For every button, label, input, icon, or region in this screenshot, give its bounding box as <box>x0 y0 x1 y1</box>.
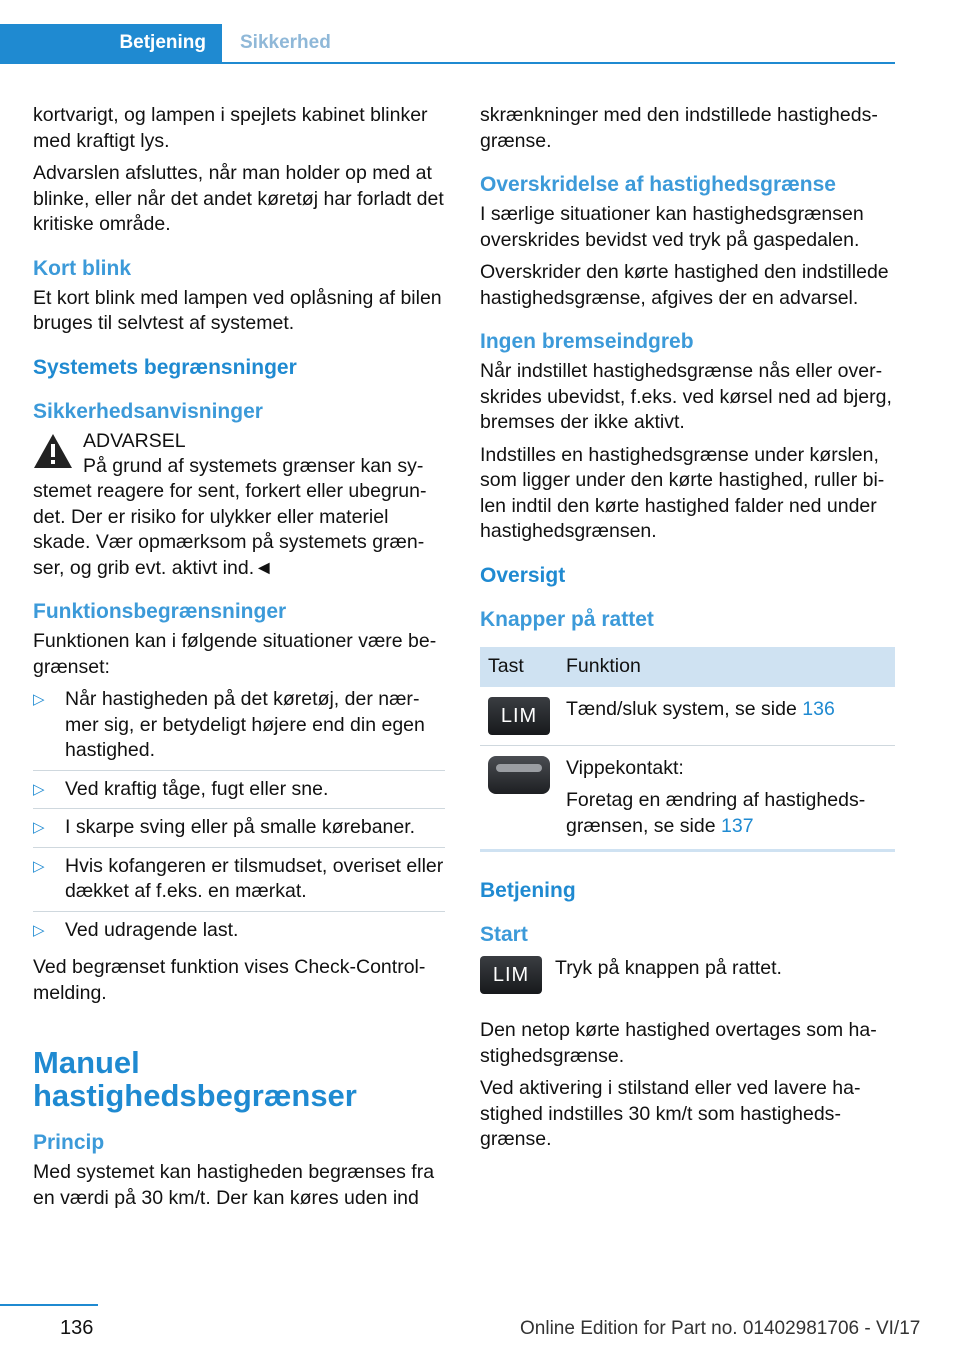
list-item-text: Når hastigheden på det køretøj, der nærmer sig, er betydeligt højere end din egen hastighed. <box>65 688 425 761</box>
heading-systemets-begraensninger: Systemets begrænsninger <box>33 355 297 379</box>
heading-manuel-hastighedsbegraenser: Manuel hastighedsbegrænser <box>33 1045 357 1113</box>
paragraph: Ved begrænset funktion vises Check-Control-melding. <box>33 956 426 1004</box>
warning-title: ADVARSEL <box>83 429 186 452</box>
lim-button-icon: LIM <box>488 697 550 735</box>
paragraph: Advarslen afsluttes, når man holder op med at blinke, eller når det andet køretøj har forladt det kritiske område. <box>33 162 444 235</box>
warning-text: På grund af systemets grænser kan systemet reagere for sent, forkert eller ubegrundet. Der er risiko for ulykker eller materiel skade. Vær opmærksom på systemets grænser, og grib evt. aktivt ind.◄ <box>33 454 427 579</box>
list-item <box>33 687 445 771</box>
heading-princip: Princip <box>33 1131 105 1154</box>
page-number: 136 <box>60 1317 94 1339</box>
paragraph: Med systemet kan hastigheden begrænses fra en værdi på 30 km/t. Der kan køres uden ind <box>33 1161 435 1209</box>
list-item-text: Ved kraftig tåge, fugt eller sne. <box>65 777 329 800</box>
start-instruction <box>480 956 895 1000</box>
heading-overskridelse: Overskridelse af hastighedsgrænse <box>480 173 836 196</box>
left-column <box>33 103 445 1218</box>
table-cell <box>480 745 558 851</box>
right-column <box>480 103 895 1160</box>
triangle-bullet-icon: ▷ <box>33 857 45 875</box>
page-link-137[interactable]: 137 <box>721 814 754 837</box>
table-cell <box>480 687 558 746</box>
table-row <box>480 687 895 746</box>
triangle-bullet-icon: ▷ <box>33 819 45 836</box>
paragraph: Et kort blink med lampen ved oplåsning af bilen bruges til selvtest af systemet. <box>33 286 442 334</box>
heading-betjening: Betjening <box>480 879 576 902</box>
tab-betjening[interactable]: Betjening <box>0 24 222 62</box>
column-header-funktion: Funktion <box>558 647 895 687</box>
tab-sikkerhed[interactable]: Sikkerhed <box>240 32 331 53</box>
list-item <box>33 854 445 912</box>
paragraph: Når indstillet hastighedsgrænse nås eller overskrides ubevidst, f.eks. ved kørsel ned ad bjerg, bremses der ikke aktivt. <box>480 360 892 433</box>
heading-funktionsbegraensninger: Funktionsbegrænsninger <box>33 600 287 623</box>
heading-ingen-bremseindgreb: Ingen bremseindgreb <box>480 330 694 353</box>
triangle-bullet-icon: ▷ <box>33 780 45 798</box>
list-item-text: Ved udragende last. <box>65 918 239 941</box>
list-item <box>33 918 445 950</box>
heading-knapper-paa-rattet: Knapper på rattet <box>480 607 654 631</box>
table-row <box>480 745 895 851</box>
cell-text: Tænd/sluk system, se side <box>566 697 803 720</box>
heading-oversigt: Oversigt <box>480 563 566 587</box>
cell-text: Foretag en ændring af hastighedsgrænsen, se side <box>566 789 866 837</box>
paragraph: Funktionen kan i følgende situationer være begrænset: <box>33 630 437 678</box>
paragraph: Den netop kørte hastighed overtages som hastighedsgrænse. <box>480 1019 877 1067</box>
paragraph: Overskrider den kørte hastighed den indstillede hastighedsgrænse, afgives der en advarsel. <box>480 261 889 309</box>
section-tabbar <box>0 24 895 64</box>
edition-note: Online Edition for Part no. 01402981706 - VI/17 <box>520 1318 921 1339</box>
limitations-list <box>33 687 445 949</box>
table-cell <box>558 687 895 746</box>
lim-button-icon: LIM <box>480 956 542 994</box>
page-link-136[interactable]: 136 <box>802 697 835 720</box>
list-item-text: I skarpe sving eller på smalle kørebaner. <box>65 816 416 838</box>
keys-table <box>480 647 895 853</box>
warning-block <box>33 429 445 479</box>
paragraph: Indstilles en hastighedsgrænse under kørslen, som ligger under den kørte hastighed, ruller bilen indtil den kørte hastighed falder ned under hastighedsgrænsen. <box>480 443 885 542</box>
triangle-bullet-icon: ▷ <box>33 691 45 708</box>
start-text: Tryk på knappen på rattet. <box>555 957 782 979</box>
paragraph: skrænkninger med den indstillede hastighedsgrænse. <box>480 104 878 152</box>
table-header-row <box>480 647 895 687</box>
list-item <box>33 777 445 810</box>
list-item <box>33 815 445 848</box>
cell-text: Vippekontakt: <box>566 756 684 779</box>
paragraph: I særlige situationer kan hastighedsgrænsen overskrides bevidst ved tryk på gaspedalen. <box>480 203 864 251</box>
heading-sikkerhedsanvisninger: Sikkerhedsanvisninger <box>33 399 263 423</box>
heading-kort-blink: Kort blink <box>33 256 131 280</box>
rocker-switch-icon <box>488 756 550 794</box>
table-cell <box>558 745 895 851</box>
list-item-text: Hvis kofangeren er tilsmudset, overiset eller dækket af f.eks. en mærkat. <box>65 854 444 902</box>
footer-rule <box>0 1304 98 1306</box>
paragraph: kortvarigt, og lampen i spejlets kabinet blinker med kraftigt lys. <box>33 104 428 152</box>
triangle-bullet-icon: ▷ <box>33 921 45 939</box>
column-header-tast: Tast <box>480 647 558 687</box>
paragraph: Ved aktivering i stilstand eller ved lavere hastighed indstilles 30 km/t som hastighedsgrænse. <box>480 1077 861 1150</box>
heading-start: Start <box>480 923 528 946</box>
warning-triangle-icon <box>33 433 73 469</box>
